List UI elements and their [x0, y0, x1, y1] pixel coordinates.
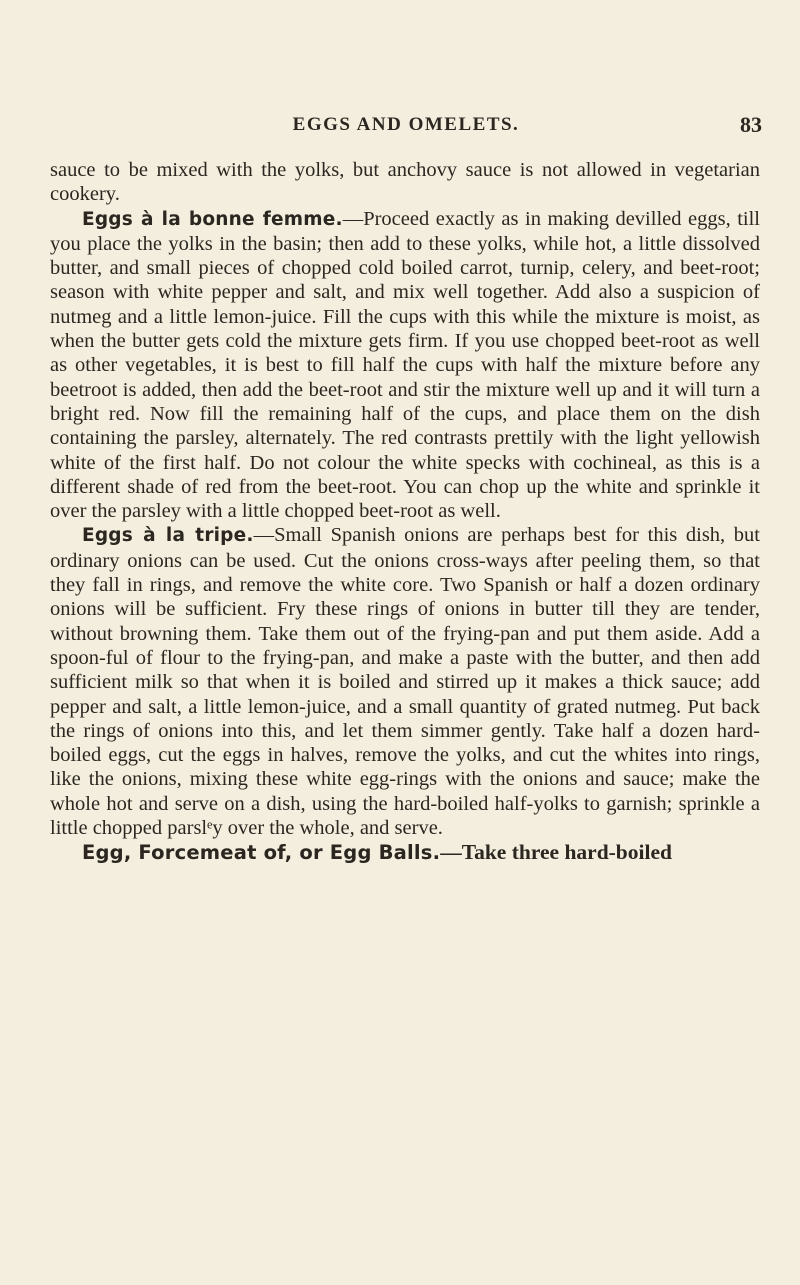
page-number: 83	[740, 112, 762, 137]
recipe-heading: Eggs à la bonne femme.	[82, 208, 343, 230]
paragraph-text: —Small Spanish onions are perhaps best for this dish, but ordinary onions can be used. Cut the onions cross-ways after peeling them, so that they fall in rings, and remove the white core. Two Spanish or half a dozen ordinary onions will be sufficient. Fry these rings of onions in butter till they are tender, without browning them. Take them out of the frying-pan and put them aside. Add a spoon-ful of flour to the frying-pan, and make a paste with the butter, and then add sufficient milk so that when it is boiled and stirred up it makes a thick sauce; add pepper and salt, a little lemon-juice, and a small quantity of grated nutmeg. Put back the rings of onions into this, and let them simmer gently. Take half a dozen hard-boiled eggs, cut the eggs in halves, remove the yolks, and cut the whites into rings, like the onions, mixing these white egg-rings with the onions and sauce; make the whole hot and serve on a dish, using the hard-boiled half-yolks to garnish; sprinkle a little chopped parslᵉy over the whole, and serve.	[50, 524, 761, 840]
paragraph-egg-forcemeat	[50, 840, 760, 865]
paragraph-text: —Take three hard-boiled	[440, 840, 672, 865]
paragraph-text: sauce to be mixed with the yolks, but anchovy sauce is not allowed in vegetarian cookery.	[50, 159, 760, 206]
recipe-heading: Eggs à la tripe.	[82, 525, 254, 547]
running-title: EGGS AND OMELETS.	[292, 114, 520, 135]
paragraph-text: —Proceed exactly as in making devilled eggs, till you place the yolks in the basin; then add to these yolks, while hot, a little dissolved butter, and small pieces of chopped cold boiled carrot, turnip, celery, and beet-root; season with white pepper and salt, and mix well together. Add also a suspicion of nutmeg and a little lemon-juice. Fill the cups with this while the mixture is moist, as when the butter gets cold the mixture gets firm. If you use chopped beet-root as well as other vegetables, it is best to fill half the cups with half the mixture before any beetroot is added, then add the beet-root and stir the mixture well up and it will turn a bright red. Now fill the remaining half of the cups, and place them on the dish containing the parsley, alternately. The red contrasts prettily with the light yellowish white of the first half. Do not colour the white specks with cochineal, as this is a different shade of red from the beet-root. You can chop up the white and sprinkle it over the parsley with a little chopped beet-root as well.	[50, 207, 760, 523]
paragraph-eggs-bonne-femme	[50, 207, 760, 524]
paragraph-eggs-tripe	[50, 523, 760, 840]
body-text	[50, 158, 760, 866]
page-header	[50, 114, 762, 144]
recipe-heading: Egg, Forcemeat of, or Egg Balls.	[82, 841, 441, 865]
paragraph-continuation	[50, 158, 760, 207]
